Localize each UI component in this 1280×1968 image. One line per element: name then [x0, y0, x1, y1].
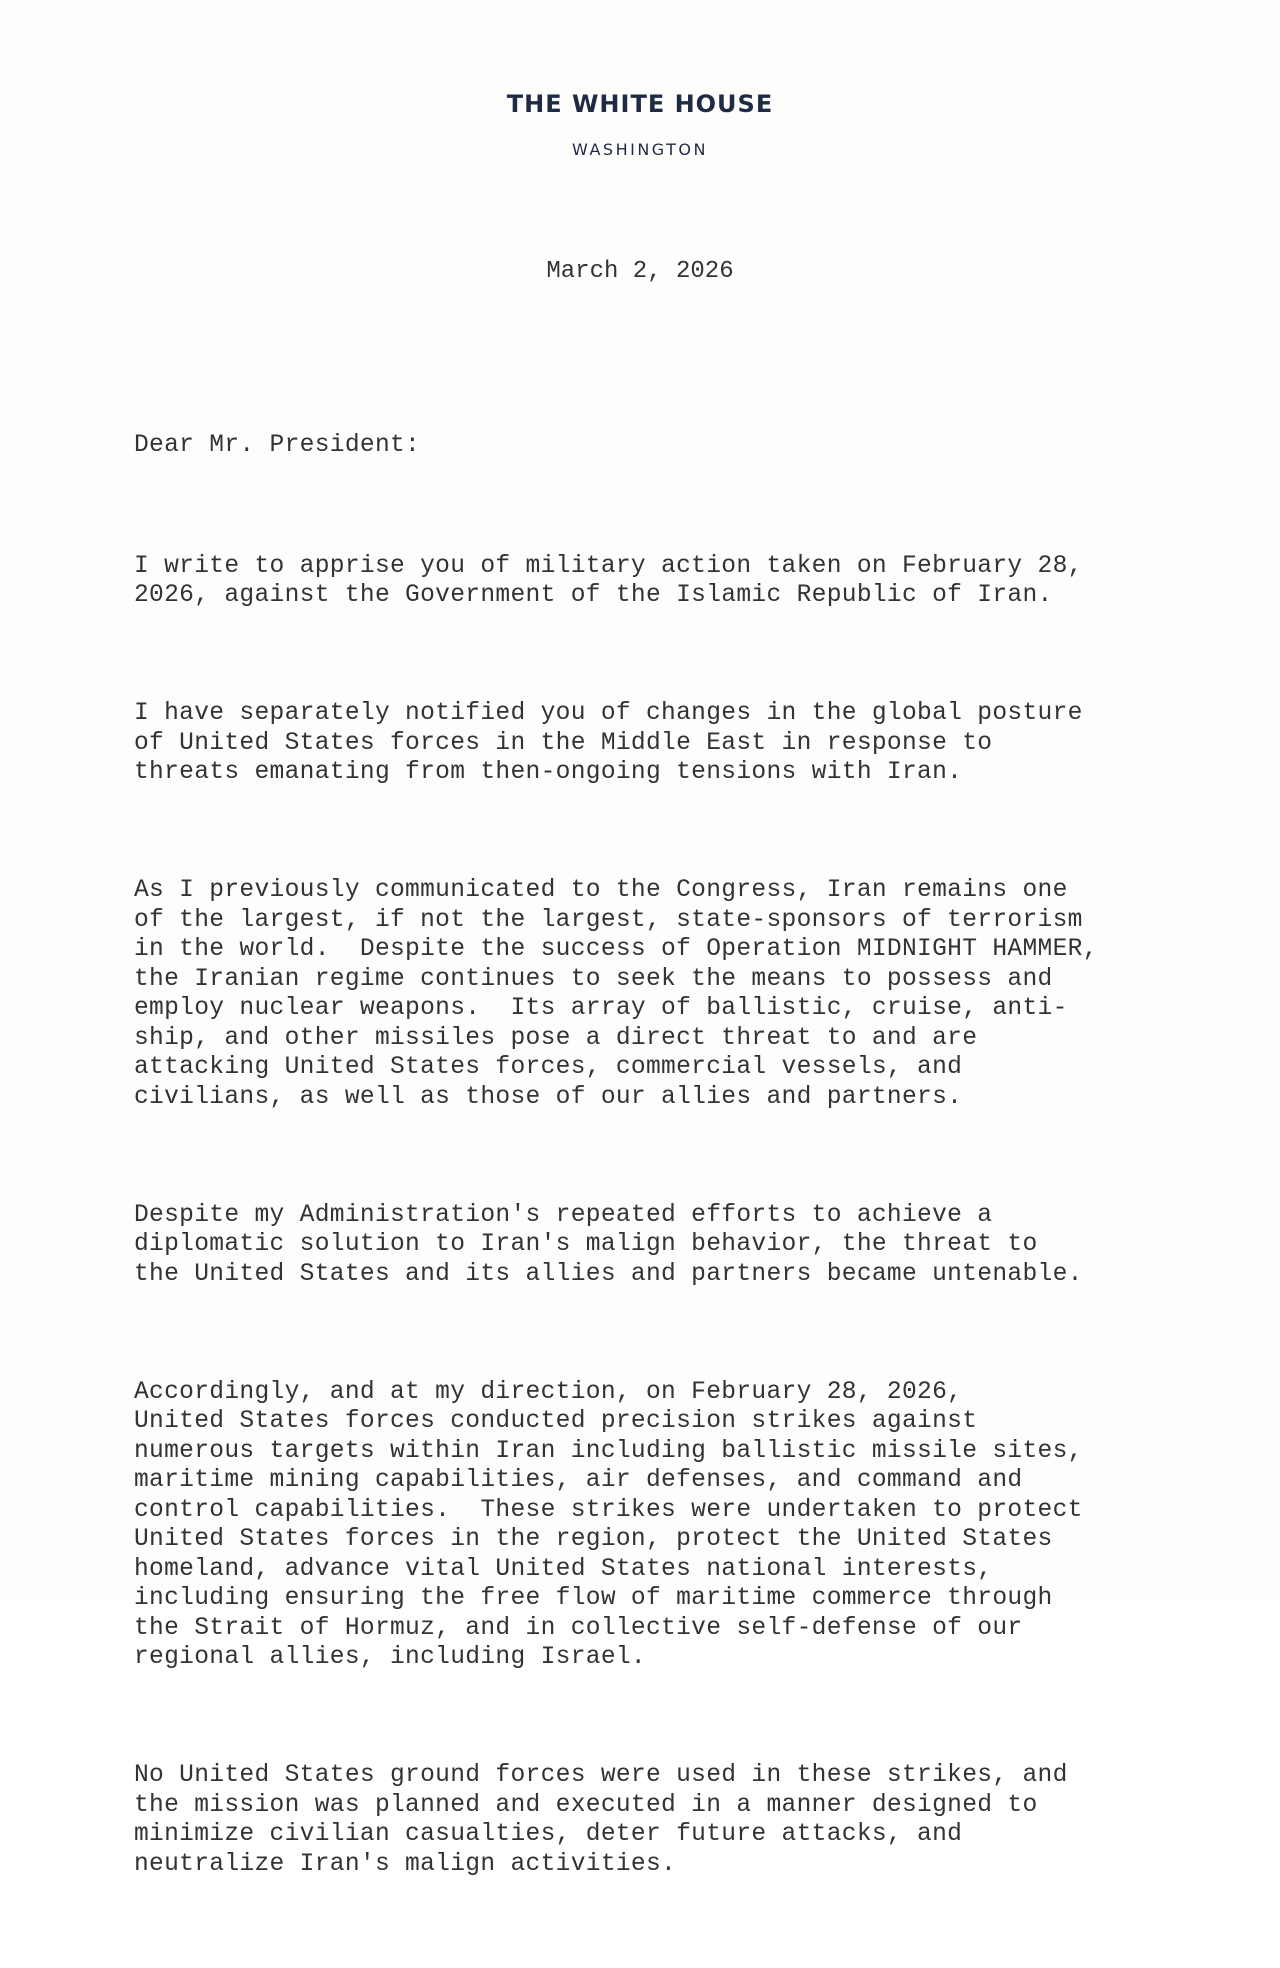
- paragraph-5: Accordingly, and at my direction, on February 28, 2026, United States forces conducted precision strikes against numerous targets within Iran including ballistic missile sites, maritime mining capabilities, air defenses, and command and control capabilities. These strikes were undertaken to protect United States forces in the region, protect the United States homeland, advance vital United States national interests, including ensuring the free flow of maritime commerce through the Strait of Hormuz, and in collective self-defense of our regional allies, including Israel.: [134, 1378, 1083, 1671]
- paragraph-2: I have separately notified you of changes in the global posture of United States forces in the Middle East in response to threats emanating from then-ongoing tensions with Iran.: [134, 700, 1083, 786]
- letterhead-title: THE WHITE HOUSE: [506, 90, 774, 118]
- paragraph-1: I write to apprise you of military action taken on February 28, 2026, against the Government of the Islamic Republic of Iran.: [134, 552, 1083, 609]
- paragraph-6: No United States ground forces were used in these strikes, and the mission was planned and executed in a manner designed to minimize civilian casualties, deter future attacks, and neutralize Iran's malign activities.: [134, 1762, 1068, 1878]
- letter-body: [134, 372, 1154, 1968]
- paragraph-4: Despite my Administration's repeated efforts to achieve a diplomatic solution to Iran's malign behavior, the threat to the United States and its allies and partners became untenable.: [134, 1201, 1083, 1288]
- salutation: Dear Mr. President:: [134, 432, 421, 459]
- letter-date: March 2, 2026: [546, 258, 734, 285]
- letterhead-subtitle: WASHINGTON: [572, 140, 708, 159]
- paragraph-3: As I previously communicated to the Congress, Iran remains one of the largest, if not the largest, state-sponsors of terrorism in the world. Despite the success of Operation MIDNIGHT HAMMER, the Iranian regime continues to seek the means to possess and employ nuclear weapons. Its array of ballistic, cruise, anti- ship, and other missiles pose a direct threat to and are attacking United States forces, commercial vessels, and civilians, as well as those of our allies and partners.: [134, 877, 1098, 1111]
